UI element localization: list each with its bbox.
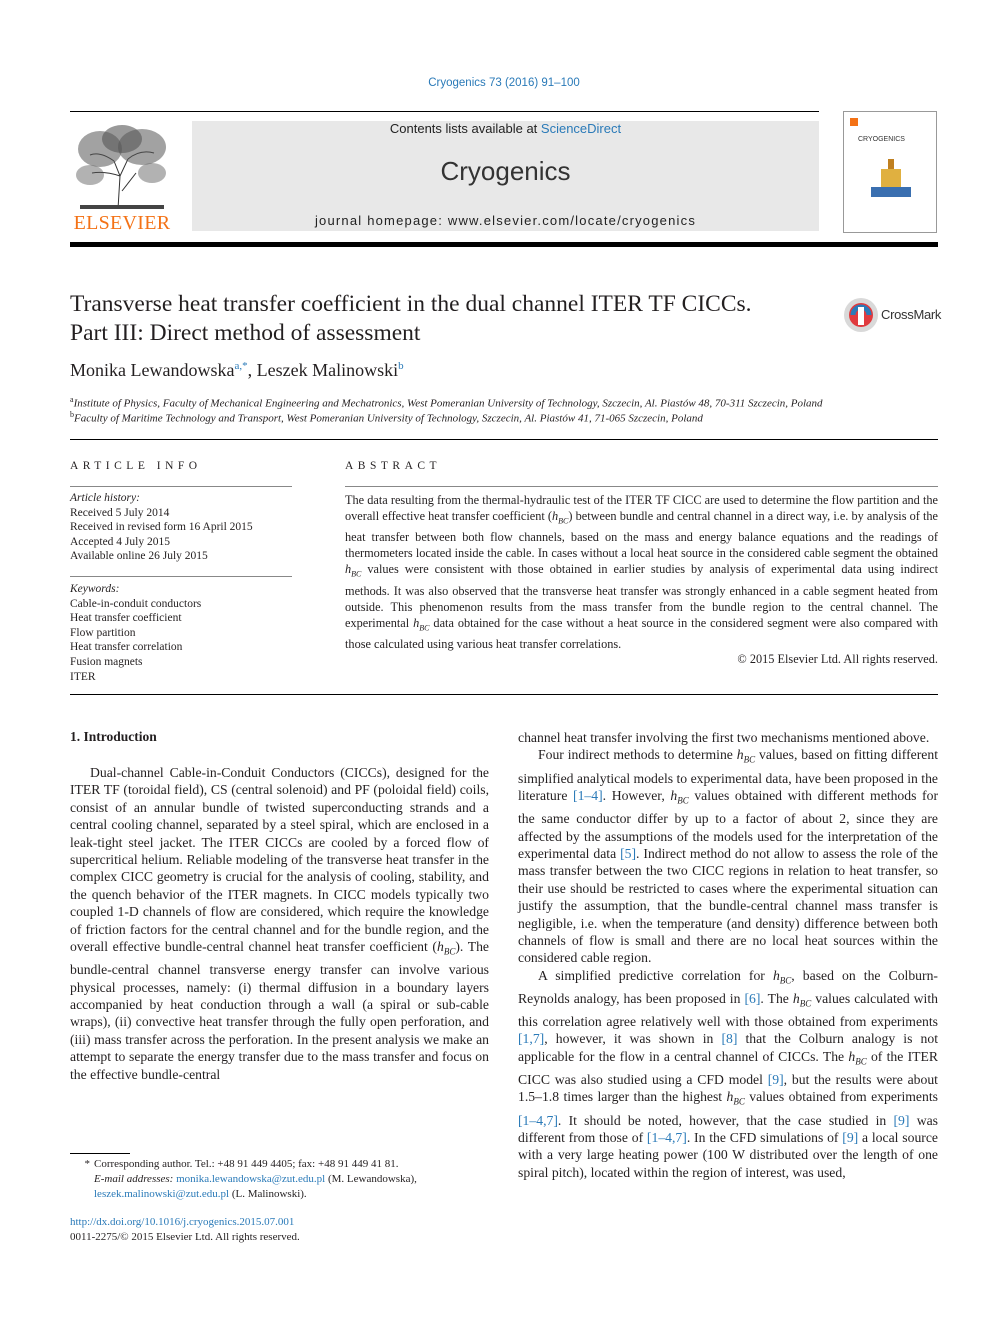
citation-link[interactable]: [9]	[767, 1071, 784, 1087]
paragraph: channel heat transfer involving the first two mechanisms mentioned above.	[518, 730, 930, 745]
cover-illustration-icon	[866, 157, 916, 202]
author-list: Monika Lewandowska$^{a,*}$, Leszek Malinowski$^b$	[70, 360, 404, 380]
history-item: Accepted 4 July 2015	[70, 535, 170, 548]
article-info-rule	[70, 576, 292, 577]
author-affiliation-mark[interactable]: b	[398, 360, 404, 372]
author-name: Leszek Malinowski	[256, 360, 399, 380]
body-column-left	[70, 764, 489, 1083]
crossmark-icon[interactable]	[843, 297, 879, 333]
elsevier-wordmark: ELSEVIER	[73, 212, 171, 234]
header-top-rule	[70, 111, 819, 112]
abstract-body: The data resulting from the thermal-hydraulic test of the ITER TF CICC are used to determine the flow partition and the overall effective heat transfer coefficient $(h_{BC})$ between bundle and central channel in a direct way, i.e. by analysis of the heat transfer between both flow channels, based on the mass and energy balance equations and the readings of thermometers located inside the cable. In cases without a local heat source in the considered cable segment the obtained $h_{BC}$ values were consistent with those obtained in earlier studies by analysis of experimental data using indirect methods. It was also observed that the transverse heat transfer was strongly enhanced in a cable segment heated from outside. This phenomenon results from the mass transfer from the bundle region to the central channel. The experimental $h_{BC}$ data obtained for the case without a heat source in the considered segment were also compared with those calculated using various heat transfer correlations.	[345, 493, 939, 652]
citation-link[interactable]: [8]	[721, 1031, 738, 1047]
issn-line: 0011-2275/© 2015 Elsevier Ltd. All rights reserved.	[70, 1231, 300, 1243]
journal-reference[interactable]: Cryogenics 73 (2016) 91–100	[428, 77, 580, 89]
paragraph: Four indirect methods to determine $h_{BC}$ values, based on fitting different simplified analytical models to experimental data, have been proposed in the literature [1–4]. However, $h_{BC}$ values obtained with different methods for the same conductor differ by up to a factor of about 2, since they are affected by the assumptions of the models used for the interpretation of the experimental data [5]. Indirect method do not allow to assess the role of the mass transfer between the two CICC regions in relation to heat transfer, so their use should be restricted to cases where the experimental situation can justify the assumption, that the bundle-central channel mass transfer is negligible, i.e. when the temperature (and density) difference between both channels of flow is small and there are no local heat sources within the considered cable region.	[518, 747, 938, 966]
cover-title: CRYOGENICS	[858, 136, 905, 143]
citation-link[interactable]: [1,7]	[518, 1031, 545, 1047]
keywords: Keywords: Cable-in-conduit conductors Heat transfer coefficient Flow partition Heat transfer correlation Fusion magnets ITER	[70, 583, 202, 683]
abstract-rule	[345, 486, 938, 487]
doi-link[interactable]: http://dx.doi.org/10.1016/j.cryogenics.2015.07.001	[70, 1216, 295, 1228]
article-info-heading: ARTICLE INFO	[70, 460, 202, 472]
paragraph: Dual-channel Cable-in-Conduit Conductors (CICCs), designed for the ITER TF (toroidal field), CS (central solenoid) and PF (poloidal field) coils, consist of an annular bundle of twisted superconducting strands and a central cooling channel, separated by a steel spiral, which are enclosed in a leak-tight steel jacket. The ITER CICCs are cooled by a forced flow of supercritical helium. Reliable modeling of the transverse heat transfer in the complex CICC geometry is crucial for the analysis of cooling, stability, and the quench behavior of the ITER magnets. In CICC models typically two coupled 1-D channels of flow are considered, which require the knowledge of friction factors for the central channel and for the bundle region, and the overall effective bundle-central channel heat transfer coefficient $(h_{BC})$. The bundle-central channel transverse energy transfer can involve various physical processes, namely: (i) thermal diffusion in a boundary layers accompanied by heat conduction through a wall (a spiral or sub-cable wraps), (ii) convective heat transfer through the fully open perforation, and (iii) mass transfer across the perforation. In the present analysis we make an attempt to separate the energy transfer due to the mass transfer and focus on the effective bundle-central	[70, 765, 489, 1082]
citation-link[interactable]: [1–4,7]	[646, 1129, 687, 1145]
keyword-item: ITER	[70, 670, 96, 683]
corresponding-author-note: * Corresponding author. Tel.: +48 91 449 4405; fax: +48 91 449 41 81.	[84, 1158, 399, 1170]
cover-logo-icon	[850, 118, 858, 126]
article-title: Transverse heat transfer coefficient in the dual channel ITER TF CICCs. Part III: Direct method of assessment	[70, 291, 752, 346]
citation-link[interactable]: [9]	[842, 1129, 859, 1145]
author-affiliation-mark[interactable]: a,*	[234, 360, 248, 372]
citation-link[interactable]: [9]	[893, 1112, 910, 1128]
history-item: Received 5 July 2014	[70, 506, 170, 519]
homepage-link[interactable]: www.elsevier.com/locate/cryogenics	[447, 213, 697, 228]
sciencedirect-link[interactable]: ScienceDirect	[540, 121, 622, 136]
keyword-item: Flow partition	[70, 626, 136, 639]
section-rule	[70, 439, 938, 440]
citation-link[interactable]: [5]	[620, 845, 637, 861]
body-column-right	[518, 729, 938, 1181]
header-thick-rule	[70, 242, 938, 247]
affiliation-a: $^a$Institute of Physics, Faculty of Mechanical Engineering and Mechatronics, West Pomeranian University of Technology, Szczecin, Al. Piastów 48, 70-311 Szczecin, Poland	[70, 395, 823, 410]
paragraph: A simplified predictive correlation for $h_{BC}$, based on the Colburn-Reynolds analogy, has been proposed in [6]. The $h_{BC}$ values calculated with this correlation agree relatively well with those obtained from experiments [1,7], however, it was shown in [8] that the Colburn analogy is not applicable for the flow in a central channel of CICCs. The $h_{BC}$ of the ITER CICC was also studied using a CFD model [9], but the results were about 1.5–1.8 times larger than the highest $h_{BC}$ values obtained from experiments [1–4,7]. It should be noted, however, that the case studied in [9] was different from those of [1–4,7]. In the CFD simulations of [9] a local source with a very large heating power (100 W distributed over the length of one spiral pitch), located within the region of interest, was used,	[518, 967, 938, 1180]
email-addresses: E-mail addresses: monika.lewandowska@zut.edu.pl (M. Lewandowska), leszek.malinowski@zut.edu.pl (L. Malinowski).	[94, 1173, 417, 1200]
keyword-item: Heat transfer correlation	[70, 641, 183, 654]
journal-cover-thumbnail[interactable]	[843, 111, 937, 233]
citation-link[interactable]: [6]	[744, 990, 761, 1006]
keyword-item: Fusion magnets	[70, 655, 143, 668]
footnote-rule	[70, 1153, 130, 1154]
keyword-item: Cable-in-conduit conductors	[70, 597, 202, 610]
article-history: Article history: Received 5 July 2014 Received in revised form 16 April 2015 Accepted 4 July 2015 Available online 26 July 2015	[70, 492, 253, 563]
crossmark-label[interactable]: CrossMark	[881, 307, 942, 322]
email-link[interactable]: leszek.malinowski@zut.edu.pl	[94, 1188, 230, 1200]
citation-link[interactable]: [1–4,7]	[518, 1112, 558, 1128]
history-item: Available online 26 July 2015	[70, 550, 208, 563]
affiliation-b: $^b$Faculty of Maritime Technology and Transport, West Pomeranian University of Technology, Szczecin, Al. Piastów 41, 71-065 Szczecin, Poland	[70, 410, 703, 425]
abstract-heading: ABSTRACT	[345, 460, 442, 472]
section-heading-introduction: 1. Introduction	[70, 729, 157, 744]
keyword-item: Heat transfer coefficient	[70, 612, 182, 625]
history-item: Received in revised form 16 April 2015	[70, 521, 253, 534]
author-name: Monika Lewandowska	[70, 360, 235, 380]
journal-name: Cryogenics	[440, 156, 571, 186]
citation-link[interactable]: [1–4]	[573, 787, 603, 803]
article-info-rule	[70, 486, 292, 487]
contents-line: Contents lists available at ScienceDirect	[389, 121, 622, 136]
email-link[interactable]: monika.lewandowska@zut.edu.pl	[176, 1173, 326, 1185]
body-rule	[70, 694, 938, 695]
abstract-copyright: © 2015 Elsevier Ltd. All rights reserved.	[737, 652, 938, 666]
journal-homepage: journal homepage: www.elsevier.com/locate/cryogenics	[314, 213, 697, 228]
